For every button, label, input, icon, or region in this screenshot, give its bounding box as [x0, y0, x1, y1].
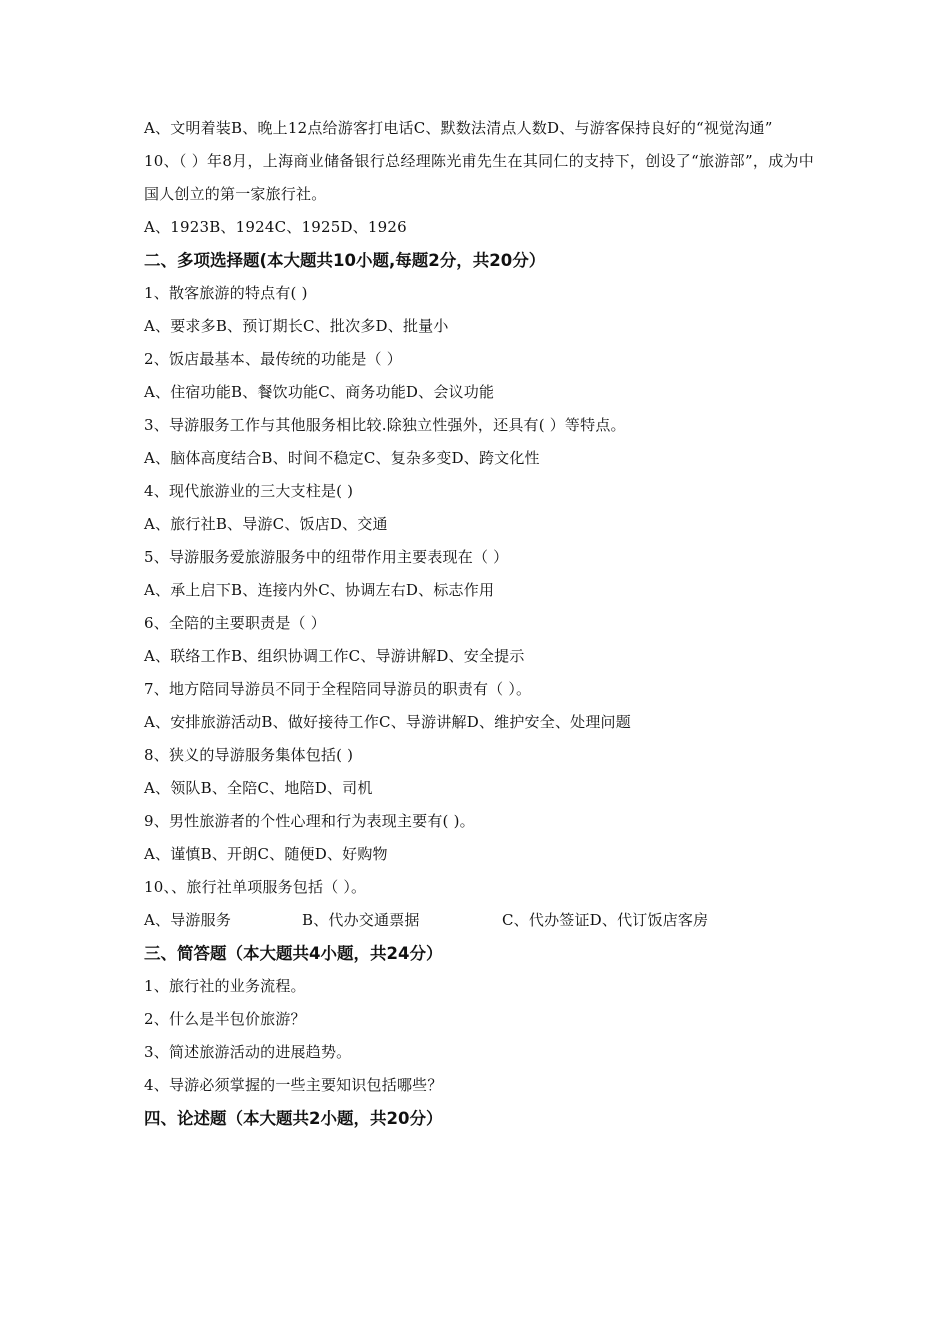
- s2-q3-options: A、脑体高度结合B、时间不稳定C、复杂多变D、跨文化性: [144, 449, 540, 467]
- s2-q5-options: A、承上启下B、连接内外C、协调左右D、标志作用: [144, 581, 495, 599]
- s2-q5-stem: 5、导游服务爱旅游服务中的纽带作用主要表现在（ ）: [144, 548, 509, 566]
- s2-q7-options: A、安排旅游活动B、做好接待工作C、导游讲解D、维护安全、处理问题: [144, 713, 631, 731]
- s2-q10-option-b: B、代办交通票据: [302, 911, 420, 929]
- s2-q6-options: A、联络工作B、组织协调工作C、导游讲解D、安全提示: [144, 647, 525, 665]
- s2-q10-options: [144, 904, 814, 937]
- s2-q1-options: A、要求多B、预订期长C、批次多D、批量小: [144, 317, 449, 335]
- q10-stem-text: 10、（ ）年8月，上海商业储备银行总经理陈光甫先生在其同仁的支持下，创设了“旅游部”，成为中国人创立的第一家旅行社。: [144, 152, 814, 203]
- s2-q8-options: A、领队B、全陪C、地陪D、司机: [144, 779, 373, 797]
- section-2-heading: 二、多项选择题(本大题共10小题,每题2分，共20分）: [144, 251, 546, 270]
- s2-q10-stem: 10、、旅行社单项服务包括（ ）。: [144, 878, 367, 896]
- s2-q1-stem: 1、散客旅游的特点有( ): [144, 284, 308, 302]
- s2-q4-stem: 4、现代旅游业的三大支柱是( ): [144, 482, 354, 500]
- s3-q3: 3、简述旅游活动的进展趋势。: [144, 1043, 352, 1061]
- s2-q2-stem: 2、饭店最基本、最传统的功能是（ ）: [144, 350, 402, 368]
- s2-q9-stem: 9、男性旅游者的个性心理和行为表现主要有( )。: [144, 812, 475, 830]
- s2-q4-options: A、旅行社B、导游C、饭店D、交通: [144, 515, 388, 533]
- q10-options-text: A、1923B、1924C、1925D、1926: [144, 218, 407, 236]
- s2-q10-option-a: A、导游服务: [144, 911, 232, 929]
- s2-q6-stem: 6、全陪的主要职责是（ ）: [144, 614, 326, 632]
- q9-options-text: A、文明着装B、晚上12点给游客打电话C、默数法清点人数D、与游客保持良好的“视觉沟通”: [144, 119, 773, 137]
- s3-q4: 4、导游必须掌握的一些主要知识包括哪些？: [144, 1076, 443, 1094]
- s2-q7-stem: 7、地方陪同导游员不同于全程陪同导游员的职责有（ ）。: [144, 680, 532, 698]
- s3-q2: 2、什么是半包价旅游？: [144, 1010, 306, 1028]
- s2-q3-stem: 3、导游服务工作与其他服务相比较.除独立性强外，还具有( ）等特点。: [144, 416, 626, 434]
- s3-q1: 1、旅行社的业务流程。: [144, 977, 306, 995]
- s2-q2-options: A、住宿功能B、餐饮功能C、商务功能D、会议功能: [144, 383, 495, 401]
- section-3-heading: 三、简答题（本大题共4小题，共24分）: [144, 944, 443, 963]
- s2-q9-options: A、谨慎B、开朗C、随便D、好购物: [144, 845, 388, 863]
- s2-q10-option-cd: C、代办签证D、代订饭店客房: [502, 911, 709, 929]
- s2-q8-stem: 8、狭义的导游服务集体包括( ): [144, 746, 354, 764]
- section-4-heading: 四、论述题（本大题共2小题，共20分）: [144, 1109, 443, 1128]
- exam-page: [144, 112, 814, 1135]
